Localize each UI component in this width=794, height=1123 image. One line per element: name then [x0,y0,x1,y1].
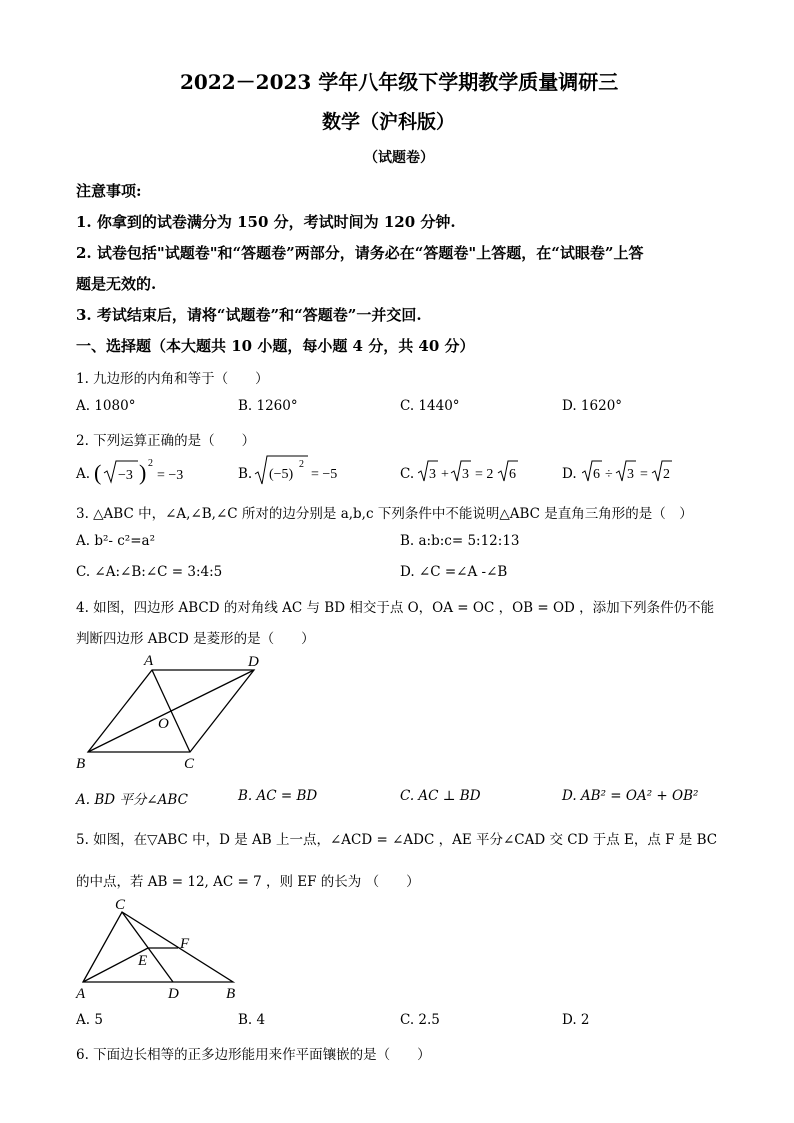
notice-item-2: 2. 试卷包括"试题卷"和“答题卷”两部分，请务必在“答题卷"上答题，在“试眼卷”上答 [76,244,644,262]
q2d-eq: = [640,467,648,482]
q2d-r1: 6 [593,467,600,482]
question-2-option-b-formula [254,452,364,490]
question-5-option-c: C. 2.5 [400,1012,440,1028]
label-e: E [138,953,148,969]
diagonal-bd [88,670,254,752]
label-d: D [248,654,259,670]
question-3-option-d: D. ∠C =∠A -∠B [400,564,508,580]
label-d: D [168,986,179,1002]
triangle-abc [83,912,233,982]
q2d-r2: 3 [627,467,634,482]
question-5-stem-line1: 5. 如图，在▽ABC 中，D 是 AB 上一点，∠ACD = ∠ADC ，AE 平分∠CAD 交 CD 于点 E，点 F 是 BC [76,832,718,848]
q2c-r1: 3 [429,467,436,482]
q2b-radicand: (−5) [269,467,294,482]
notice-item-2-cont: 题是无效的. [76,275,157,293]
label-b: B [76,756,86,772]
question-2-option-a-formula [94,454,214,490]
section-heading: 一、选择题（本大题共 10 小题，每小题 4 分，共 40 分） [76,337,475,355]
question-3-stem: 3. △ABC 中，∠A,∠B,∠C 所对的边分别是 a,b,c 下列条件中不能说明△ABC 是直角三角形的是（ ） [76,506,693,522]
question-5-option-a: A. 5 [76,1012,103,1028]
question-2-stem: 2. 下列运算正确的是（ ） [76,433,256,449]
page-subtitle: 数学（沪科版） [322,111,456,133]
question-4-option-c: C. AC ⊥ BD [400,788,481,804]
question-2-option-c-label: C. [400,466,415,482]
notice-item-1: 1. 你拿到的试卷满分为 150 分，考试时间为 120 分钟. [76,213,456,231]
q2c-r2: 3 [462,467,469,482]
question-2-option-d-formula [582,456,682,488]
question-3-option-c: C. ∠A:∠B:∠C = 3:4:5 [76,564,223,580]
notice-heading: 注意事项: [76,182,142,200]
q2b-rhs: = −5 [311,467,338,482]
q2d-op: ÷ [605,467,613,482]
question-2-option-a-label: A. [76,466,91,482]
label-f: F [180,936,190,952]
q2c-op: + [441,467,449,482]
question-4-option-a: A. BD 平分∠ABC [76,792,188,808]
question-1-stem: 1. 九边形的内角和等于（ ） [76,371,269,387]
question-1-option-a: A. 1080° [76,398,136,414]
q2b-exp: 2 [299,459,304,470]
q2a-radicand: −3 [118,468,133,483]
q2c-eq: = 2 [475,467,494,482]
label-o: O [158,716,169,732]
q2c-r3: 6 [509,467,516,482]
question-1-option-b: B. 1260° [238,398,298,414]
label-c: C [184,756,195,772]
question-4-figure [70,650,270,775]
notice-item-3: 3. 考试结束后，请将“试题卷”和“答题卷”一并交回. [76,306,422,324]
question-2-option-c-formula [418,456,528,488]
question-4-option-d: D. AB² = OA² + OB² [562,788,699,804]
question-1-option-d: D. 1620° [562,398,623,414]
label-a: A [76,986,86,1002]
question-5-option-b: B. 4 [238,1012,266,1028]
svg-text:(: ( [94,460,102,485]
question-2-option-d-label: D. [562,466,577,482]
question-2-option-b-label: B. [238,466,253,482]
paper-type: （试题卷） [364,150,434,166]
question-5-option-d: D. 2 [562,1012,590,1028]
question-5-stem-line2: 的中点，若 AB = 12, AC = 7 ，则 EF 的长为 （ ） [76,874,420,890]
segment-cd [122,912,173,982]
q2d-r3: 2 [663,467,670,482]
question-3-option-b: B. a:b:c= 5:12:13 [400,533,520,549]
svg-text:): ) [139,460,147,485]
question-1-option-c: C. 1440° [400,398,460,414]
label-b: B [226,986,236,1002]
q2a-exp: 2 [148,458,153,469]
label-a: A [144,653,154,669]
question-6-stem: 6. 下面边长相等的正多边形能用来作平面镶嵌的是（ ） [76,1047,431,1063]
page-title: 2022－2023 学年八年级下学期教学质量调研三 [180,70,619,94]
question-4-stem-line2: 判断四边形 ABCD 是菱形的是（ ） [76,631,315,647]
label-c: C [115,898,126,913]
q2a-rhs: = −3 [157,468,184,483]
question-4-stem-line1: 4. 如图，四边形 ABCD 的对角线 AC 与 BD 相交于点 O，OA = OC ，OB = OD ，添加下列条件仍不能 [76,600,715,616]
question-4-option-b: B. AC = BD [238,788,318,804]
question-5-figure [70,898,250,1003]
question-3-option-a: A. b²- c²=a² [76,533,155,549]
